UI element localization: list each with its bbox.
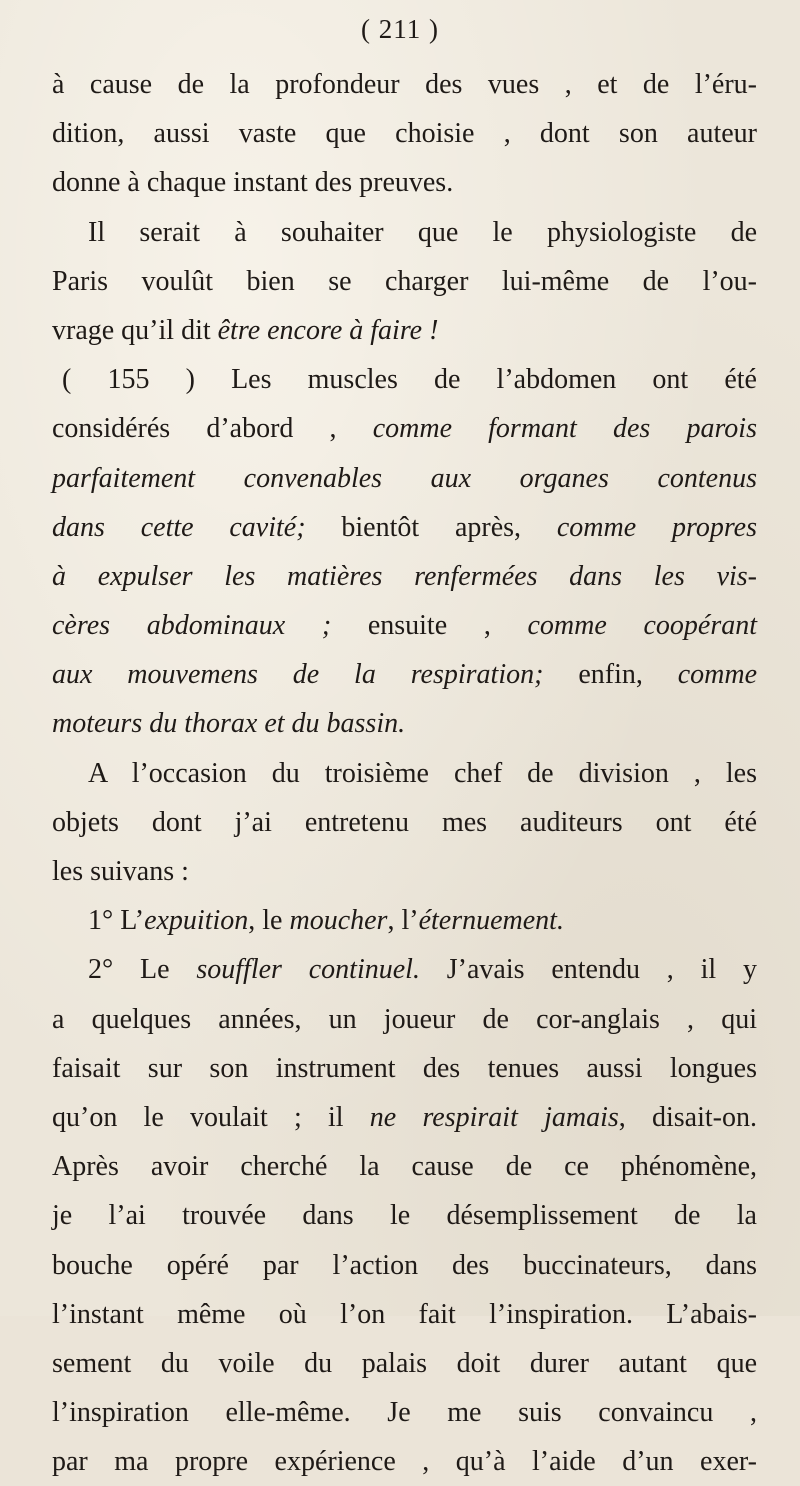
text-line (52, 798, 757, 847)
text-line (52, 552, 757, 601)
italic-text: souffler continuel. (196, 954, 420, 986)
text-line (52, 257, 757, 306)
text-segment: J’avais entendu , il y (419, 954, 757, 986)
text-segment: , le (248, 905, 290, 937)
italic-text: être encore à faire ! (217, 314, 439, 346)
text-line (52, 896, 757, 945)
italic-text: parfaitement convenables aux organes contenus (52, 462, 757, 494)
text-line (52, 454, 757, 503)
text-line (52, 109, 757, 158)
text-segment: bouche opéré par l’action des buccinateurs, dans (52, 1249, 757, 1281)
text-segment: je l’ai trouvée dans le désemplissement de la (52, 1200, 757, 1232)
text-line (52, 1339, 757, 1388)
text-line (52, 1142, 757, 1191)
text-segment: , disait-on. (618, 1101, 757, 1133)
italic-text: dans cette cavité; (52, 511, 306, 543)
text-segment: par ma propre expérience , qu’à l’aide d’un exer- (52, 1446, 757, 1478)
italic-text: ne respirait jamais (369, 1101, 619, 1133)
text-line (52, 503, 757, 552)
text-segment: a quelques années, un joueur de cor-anglais , qui (52, 1003, 757, 1035)
text-line (52, 847, 757, 896)
text-segment: A l’occasion du troisième chef de division , les (88, 757, 757, 789)
text-line (52, 208, 757, 257)
italic-text: expuition (144, 905, 249, 937)
text-segment: 2° Le (88, 954, 197, 986)
text-line (52, 945, 757, 994)
text-segment: qu’on le voulait ; il (52, 1101, 370, 1133)
text-segment: l’instant même où l’on fait l’inspiration. L’abais- (52, 1298, 757, 1330)
text-line (52, 650, 757, 699)
text-segment: à cause de la profondeur des vues , et de l’éru- (52, 69, 757, 100)
italic-text: comme formant des parois (372, 413, 757, 445)
text-line (52, 1241, 757, 1290)
text-segment: bientôt après, (305, 511, 557, 543)
text-segment: Paris voulût bien se charger lui-même de l’ou- (52, 265, 757, 297)
text-segment: vrage qu’il dit (52, 314, 218, 346)
italic-text: moteurs du thorax et du bassin. (52, 708, 406, 740)
body-text (52, 60, 757, 1486)
italic-text: à expulser les matières renfermées dans les vis- (52, 560, 757, 592)
text-segment: faisait sur son instrument des tenues aussi longues (52, 1052, 757, 1084)
text-segment: Après avoir cherché la cause de ce phénomène, (52, 1151, 757, 1183)
text-line (52, 158, 757, 207)
text-line (52, 1191, 757, 1240)
text-line (52, 1093, 757, 1142)
text-segment: objets dont j’ai entretenu mes auditeurs ont été (52, 806, 757, 838)
italic-text: cères abdominaux ; (52, 610, 332, 642)
italic-text: comme propres (556, 511, 757, 543)
text-segment: donne à chaque instant des preuves. (52, 167, 454, 199)
text-line (52, 1388, 757, 1437)
text-segment: , l’ (387, 905, 419, 937)
italic-text: moucher (289, 905, 388, 937)
text-segment: ( 155 ) Les muscles de l’abdomen ont été (62, 364, 757, 396)
text-segment: ensuite , (331, 610, 528, 642)
text-line (52, 1290, 757, 1339)
text-line (52, 306, 757, 355)
text-line (52, 404, 757, 453)
text-segment: considérés d’abord , (52, 413, 373, 445)
text-line (52, 60, 757, 109)
text-segment: dition, aussi vaste que choisie , dont son auteur (52, 118, 757, 150)
italic-text: comme coopérant (527, 610, 758, 642)
text-line (52, 601, 757, 650)
text-segment: enfin, (543, 659, 678, 691)
italic-text: aux mouvemens de la respiration; (52, 659, 544, 691)
text-line (52, 1044, 757, 1093)
text-line (52, 699, 757, 748)
italic-text: comme (677, 659, 758, 691)
page-number: ( 211 ) (361, 14, 439, 44)
italic-text: éternuement. (418, 905, 564, 937)
text-segment: sement du voile du palais doit durer autant que (52, 1347, 757, 1379)
text-segment: les suivans : (52, 856, 189, 887)
text-segment: Il serait à souhaiter que le physiologiste de (88, 216, 757, 248)
text-line (52, 1437, 757, 1486)
text-line (52, 355, 757, 404)
text-segment: l’inspiration elle-même. Je me suis convaincu , (52, 1397, 757, 1429)
text-segment: 1° L’ (88, 905, 145, 937)
text-line (52, 995, 757, 1044)
text-line (52, 749, 757, 798)
